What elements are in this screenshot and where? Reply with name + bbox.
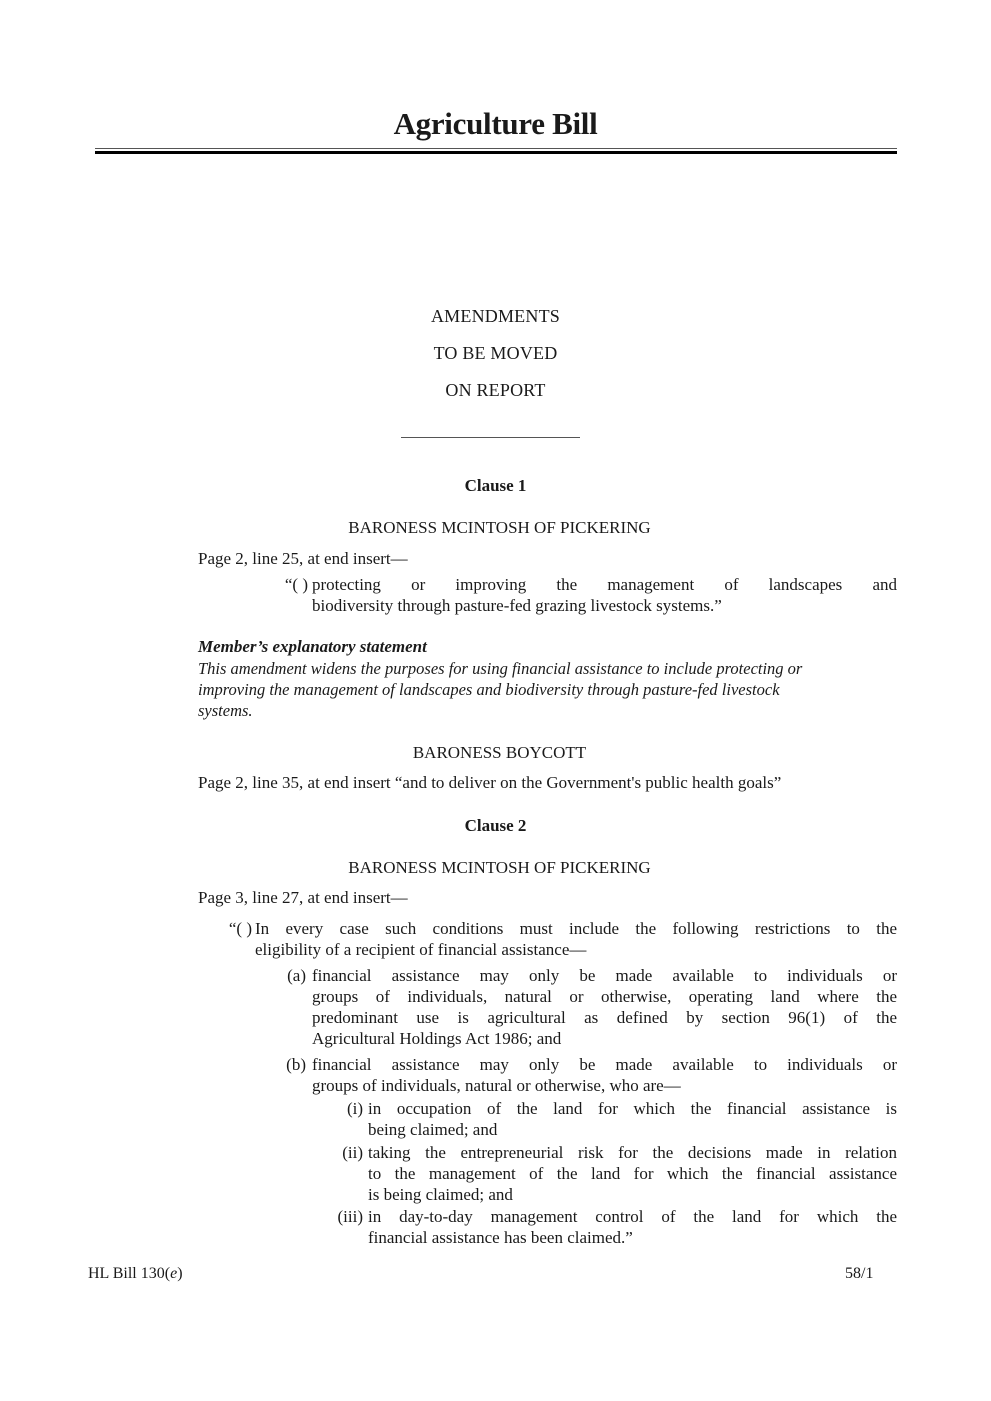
subitem-line: to the management of the land for which the financial assistance (368, 1164, 897, 1183)
page-reference: 58/1 (845, 1265, 874, 1282)
inserted-label: “( ) (228, 919, 252, 938)
document-title: Agriculture Bill (393, 106, 598, 141)
title-rule-thin (95, 148, 897, 149)
subitem-line: taking the entrepreneurial risk for the decisions made in relation (368, 1143, 897, 1162)
item-line: Agricultural Holdings Act 1986; and (312, 1029, 562, 1048)
item-label: (b) (286, 1055, 306, 1074)
member-name: BARONESS BOYCOTT (412, 743, 587, 762)
item-line: predominant use is agricultural as defined by section 96(1) of the (312, 1008, 897, 1027)
explanatory-statement-heading: Member’s explanatory statement (198, 637, 427, 656)
amendment-instruction: Page 2, line 35, at end insert “and to deliver on the Government's public health goals” (198, 773, 782, 792)
subitem-line: in occupation of the land for which the financial assistance is (368, 1099, 897, 1118)
heading-line-1: AMENDMENTS (430, 306, 560, 326)
item-line: financial assistance may only be made available to individuals or (312, 1055, 897, 1074)
explanatory-statement-line: systems. (198, 701, 253, 720)
subitem-label: (iii) (337, 1207, 363, 1226)
item-label: (a) (287, 966, 306, 985)
subitem-line: is being claimed; and (368, 1185, 513, 1204)
item-line: groups of individuals, natural or otherwise, who are— (312, 1076, 681, 1095)
subitem-line: financial assistance has been claimed.” (368, 1228, 633, 1247)
subitem-line: in day-to-day management control of the land for which the (368, 1207, 897, 1226)
subitem-label: (i) (346, 1099, 363, 1118)
title-rule-thick (95, 151, 897, 154)
inserted-text-line: biodiversity through pasture-fed grazing livestock systems.” (312, 596, 722, 615)
subitem-label: (ii) (342, 1143, 363, 1162)
member-name: BARONESS MCINTOSH OF PICKERING (348, 858, 651, 877)
bill-reference-italic: e (170, 1265, 178, 1282)
bill-reference (88, 1265, 183, 1283)
explanatory-statement-line: This amendment widens the purposes for using financial assistance to include protecting or (198, 659, 803, 678)
inserted-intro-line: In every case such conditions must include the following restrictions to the (255, 919, 897, 938)
heading-divider (401, 437, 580, 438)
member-name: BARONESS MCINTOSH OF PICKERING (348, 518, 651, 537)
inserted-text-line: protecting or improving the management of landscapes and (312, 575, 897, 594)
inserted-intro-line: eligibility of a recipient of financial assistance— (255, 940, 587, 959)
clause-heading: Clause 1 (464, 476, 527, 495)
inserted-label: “( ) (284, 575, 308, 594)
item-line: financial assistance may only be made available to individuals or (312, 966, 897, 985)
item-line: groups of individuals, natural or otherwise, operating land where the (312, 987, 897, 1006)
bill-reference-prefix: HL Bill 130( (88, 1265, 171, 1282)
heading-line-3: ON REPORT (445, 380, 546, 400)
heading-line-2: TO BE MOVED (433, 343, 558, 363)
bill-reference-suffix: ) (177, 1265, 183, 1282)
subitem-line: being claimed; and (368, 1120, 498, 1139)
amendment-instruction: Page 2, line 25, at end insert— (198, 549, 408, 568)
amendment-instruction: Page 3, line 27, at end insert— (198, 888, 408, 907)
clause-heading: Clause 2 (464, 816, 527, 835)
explanatory-statement-line: improving the management of landscapes and biodiversity through pasture-fed livestock (198, 680, 780, 699)
